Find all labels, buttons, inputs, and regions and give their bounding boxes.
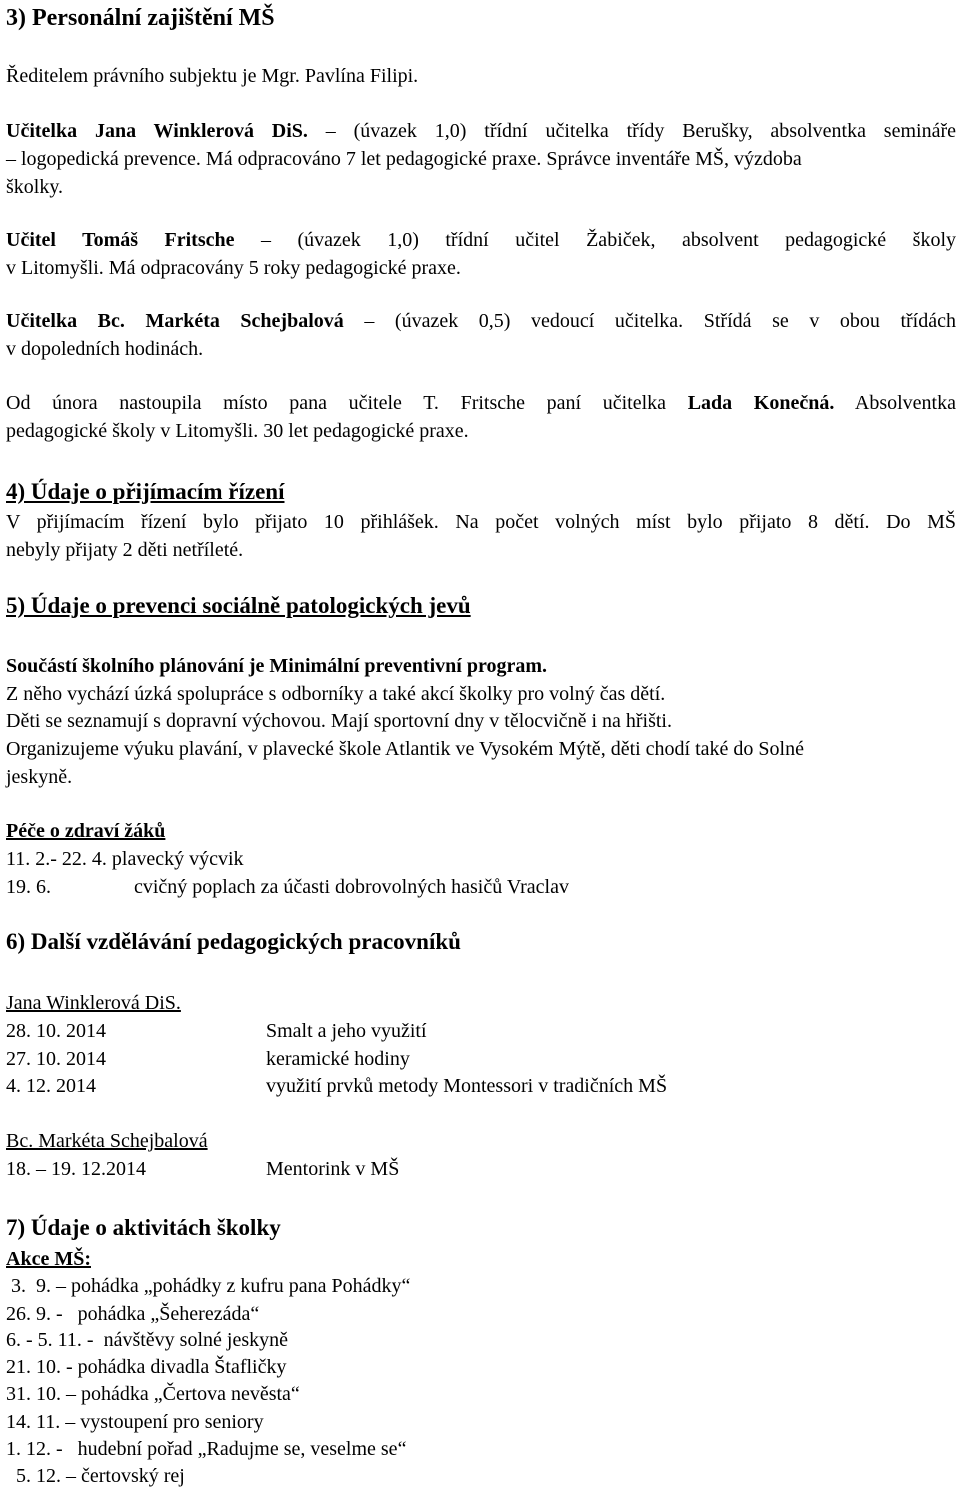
- prevention-line2: Děti se seznamují s dopravní výchovou. Mají sportovní dny v tělocvičně i na hřišti.: [6, 710, 672, 732]
- staff-konecna-desc: Absolventka: [834, 392, 956, 414]
- staff-winklerova-desc1: – (úvazek 1,0) třídní učitelka třídy Berušky, absolventka semináře: [307, 120, 956, 142]
- staff-winklerova-line1: [6, 117, 956, 145]
- section-6-heading: 6) Další vzdělávání pedagogických pracovníků: [6, 929, 461, 954]
- staff-winklerova-name: Učitelka Jana Winklerová DiS.: [6, 120, 308, 142]
- event-item: 21. 10. - pohádka divadla Štafličky: [6, 1356, 287, 1378]
- staff-konecna-line1: [6, 389, 956, 417]
- staff-fritsche-desc1: – (úvazek 1,0) třídní učitel Žabiček, absolvent pedagogické školy: [234, 229, 956, 251]
- events-subheading: Akce MŠ:: [6, 1248, 91, 1270]
- health-row: [6, 873, 956, 901]
- prevention-line4: jeskyně.: [6, 766, 73, 788]
- health-text: plavecký výcvik: [111, 848, 244, 870]
- event-item: 14. 11. – vystoupení pro seniory: [6, 1411, 264, 1433]
- training-person2: Bc. Markéta Schejbalová: [6, 1130, 208, 1152]
- section-3-heading: 3) Personální zajištění MŠ: [6, 5, 275, 31]
- section-4-heading: 4) Údaje o přijímacím řízení: [6, 479, 285, 504]
- staff-schejbalova-name: Učitelka Bc. Markéta Schejbalová: [6, 310, 344, 332]
- training-text: využití prvků metody Montessori v tradičních MŠ: [266, 1075, 668, 1097]
- staff-fritsche-name: Učitel Tomáš Fritsche: [6, 229, 235, 251]
- training-text: Mentorink v MŠ: [266, 1158, 400, 1180]
- training-date: 4. 12. 2014: [6, 1075, 96, 1097]
- staff-winklerova-line2: – logopedická prevence. Má odpracováno 7 let pedagogické praxe. Správce inventáře MŠ, výzdoba: [6, 148, 802, 170]
- section-5-heading: 5) Údaje o prevenci sociálně patologických jevů: [6, 593, 471, 618]
- staff-konecna-line2: pedagogické školy v Litomyšli. 30 let pedagogické praxe.: [6, 420, 469, 442]
- staff-fritsche-line1: [6, 226, 956, 254]
- health-date: 19. 6.: [6, 876, 51, 898]
- training-row: [6, 1017, 956, 1045]
- training-text: keramické hodiny: [266, 1048, 410, 1070]
- prevention-line1: Z něho vychází úzká spolupráce s odborníky a také akcí školky pro volný čas dětí.: [6, 683, 666, 705]
- event-item: 31. 10. – pohádka „Čertova nevěsta“: [6, 1383, 300, 1405]
- health-text: cvičný poplach za účasti dobrovolných hasičů Vraclav: [134, 876, 569, 898]
- training-row: [6, 1045, 956, 1073]
- staff-konecna-intro: Od února nastoupila místo pana učitele T. Fritsche paní učitelka: [6, 392, 688, 414]
- event-item: 3. 9. – pohádka „pohádky z kufru pana Pohádky“: [6, 1275, 411, 1297]
- event-item: 26. 9. - pohádka „Šeherezáda“: [6, 1303, 260, 1325]
- training-date: 28. 10. 2014: [6, 1020, 106, 1042]
- training-person1: Jana Winklerová DiS.: [6, 992, 181, 1014]
- training-row: [6, 1072, 956, 1100]
- health-row: [6, 845, 244, 873]
- training-text: Smalt a jeho využití: [266, 1020, 427, 1042]
- prevention-line3: Organizujeme výuku plavání, v plavecké škole Atlantik ve Vysokém Mýtě, děti chodí také do Solné: [6, 738, 804, 760]
- admission-line2: nebyly přijaty 2 děti netříleté.: [6, 539, 244, 561]
- section-7-heading: 7) Údaje o aktivitách školky: [6, 1215, 281, 1240]
- staff-winklerova-line3: školky.: [6, 176, 64, 198]
- staff-fritsche-line2: v Litomyšli. Má odpracovány 5 roky pedagogické praxe.: [6, 257, 461, 279]
- health-care-heading: Péče o zdraví žáků: [6, 820, 166, 842]
- staff-schejbalova-line1: [6, 307, 956, 335]
- director-line: Ředitelem právního subjektu je Mgr. Pavlína Filipi.: [6, 65, 419, 87]
- event-item: 1. 12. - hudební pořad „Radujme se, veselme se“: [6, 1438, 407, 1460]
- staff-konecna-name: Lada Konečná.: [687, 392, 835, 414]
- training-date: 27. 10. 2014: [6, 1048, 106, 1070]
- staff-schejbalova-desc1: – (úvazek 0,5) vedoucí učitelka. Střídá se v obou třídách: [343, 310, 956, 332]
- event-item: 6. - 5. 11. - návštěvy solné jeskyně: [6, 1329, 288, 1351]
- admission-line1: V přijímacím řízení bylo přijato 10 přihlášek. Na počet volných míst bylo přijato 8 dětí. Do MŠ: [6, 511, 956, 533]
- prevention-program-line: Součástí školního plánování je Minimální preventivní program.: [6, 655, 548, 677]
- training-date: 18. – 19. 12.2014: [6, 1158, 146, 1180]
- training-row: [6, 1155, 956, 1183]
- event-item: 5. 12. – čertovský rej: [6, 1465, 185, 1487]
- staff-schejbalova-line2: v dopoledních hodinách.: [6, 338, 204, 360]
- health-date: 11. 2.- 22. 4.: [6, 848, 107, 870]
